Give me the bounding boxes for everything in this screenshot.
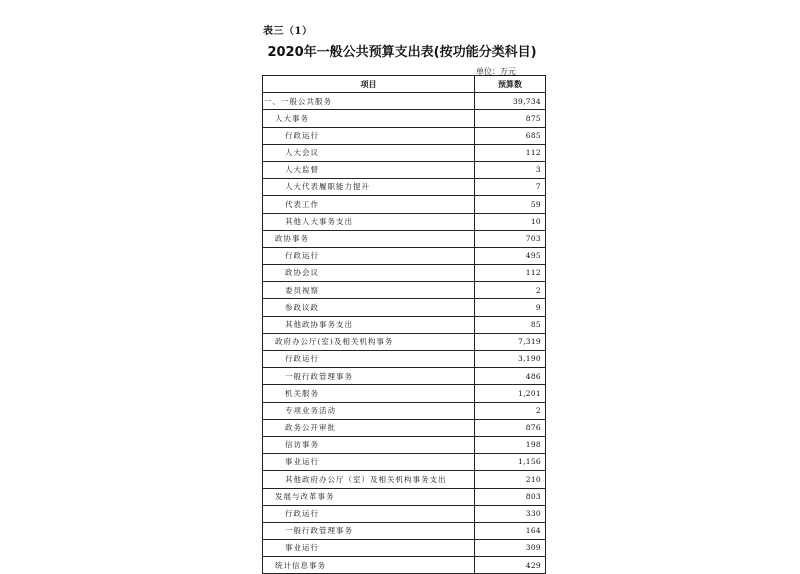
- row-item-label: 机关服务: [263, 385, 475, 402]
- table-header-row: [263, 76, 546, 93]
- row-amount: 210: [475, 471, 546, 488]
- row-item-label: 行政运行: [263, 505, 475, 522]
- table-row: [263, 436, 546, 453]
- table-row: [263, 385, 546, 402]
- table-row: [263, 299, 546, 316]
- row-item-label: 发展与改革事务: [263, 488, 475, 505]
- row-amount: 164: [475, 522, 546, 539]
- row-item-label: 一、一般公共服务: [263, 93, 475, 110]
- row-item-label: 其他人大事务支出: [263, 213, 475, 230]
- row-amount: 876: [475, 419, 546, 436]
- row-amount: 429: [475, 557, 546, 574]
- table-body: [263, 93, 546, 574]
- row-amount: 495: [475, 247, 546, 264]
- table-row: [263, 247, 546, 264]
- row-item-label: 行政运行: [263, 247, 475, 264]
- table-row: [263, 540, 546, 557]
- table-row: [263, 488, 546, 505]
- row-amount: 7,319: [475, 333, 546, 350]
- budget-table: [262, 75, 546, 574]
- row-item-label: 参政议政: [263, 299, 475, 316]
- row-item-label: 其他政协事务支出: [263, 316, 475, 333]
- row-item-label: 其他政府办公厅（室）及相关机构事务支出: [263, 471, 475, 488]
- table-row: [263, 179, 546, 196]
- table-row: [263, 419, 546, 436]
- row-amount: 875: [475, 110, 546, 127]
- row-item-label: 人大代表履职能力提升: [263, 179, 475, 196]
- row-amount: 703: [475, 230, 546, 247]
- row-item-label: 行政运行: [263, 351, 475, 368]
- row-item-label: 人大会议: [263, 144, 475, 161]
- table-row: [263, 127, 546, 144]
- page-title: 2020年一般公共预算支出表(按功能分类科目): [267, 45, 537, 60]
- table-row: [263, 230, 546, 247]
- table-row: [263, 93, 546, 110]
- row-item-label: 事业运行: [263, 454, 475, 471]
- row-item-label: 事业运行: [263, 540, 475, 557]
- table-row: [263, 368, 546, 385]
- table-row: [263, 282, 546, 299]
- row-amount: 198: [475, 436, 546, 453]
- row-amount: 2: [475, 282, 546, 299]
- table-row: [263, 505, 546, 522]
- table-row: [263, 265, 546, 282]
- row-amount: 685: [475, 127, 546, 144]
- row-amount: 112: [475, 265, 546, 282]
- row-amount: 330: [475, 505, 546, 522]
- row-amount: 3,190: [475, 351, 546, 368]
- row-amount: 1,156: [475, 454, 546, 471]
- row-item-label: 一般行政管理事务: [263, 522, 475, 539]
- table-row: [263, 351, 546, 368]
- row-item-label: 政务公开审批: [263, 419, 475, 436]
- row-amount: 59: [475, 196, 546, 213]
- table-row: [263, 316, 546, 333]
- row-item-label: 代表工作: [263, 196, 475, 213]
- row-amount: 85: [475, 316, 546, 333]
- row-amount: 803: [475, 488, 546, 505]
- row-item-label: 统计信息事务: [263, 557, 475, 574]
- row-item-label: 政协事务: [263, 230, 475, 247]
- row-amount: 309: [475, 540, 546, 557]
- table-row: [263, 522, 546, 539]
- table-row: [263, 557, 546, 574]
- row-amount: 39,734: [475, 93, 546, 110]
- row-item-label: 专项业务活动: [263, 402, 475, 419]
- row-item-label: 一般行政管理事务: [263, 368, 475, 385]
- column-header-item: 项目: [263, 76, 475, 93]
- table-row: [263, 110, 546, 127]
- row-amount: 1,201: [475, 385, 546, 402]
- table-row: [263, 144, 546, 161]
- row-item-label: 委员视察: [263, 282, 475, 299]
- row-item-label: 人大监督: [263, 161, 475, 178]
- row-amount: 3: [475, 161, 546, 178]
- unit-label: 单位：万元: [476, 67, 516, 76]
- row-item-label: 政协会议: [263, 265, 475, 282]
- table-row: [263, 454, 546, 471]
- table-row: [263, 161, 546, 178]
- row-amount: 10: [475, 213, 546, 230]
- row-item-label: 人大事务: [263, 110, 475, 127]
- row-amount: 2: [475, 402, 546, 419]
- table-row: [263, 402, 546, 419]
- column-header-amount: 预算数: [475, 76, 546, 93]
- row-item-label: 政府办公厅(室)及相关机构事务: [263, 333, 475, 350]
- table-row: [263, 213, 546, 230]
- row-amount: 112: [475, 144, 546, 161]
- row-amount: 486: [475, 368, 546, 385]
- row-item-label: 信访事务: [263, 436, 475, 453]
- row-amount: 9: [475, 299, 546, 316]
- row-item-label: 行政运行: [263, 127, 475, 144]
- table-row: [263, 196, 546, 213]
- table-row: [263, 471, 546, 488]
- table-row: [263, 333, 546, 350]
- table-label: 表三（1）: [263, 26, 313, 37]
- row-amount: 7: [475, 179, 546, 196]
